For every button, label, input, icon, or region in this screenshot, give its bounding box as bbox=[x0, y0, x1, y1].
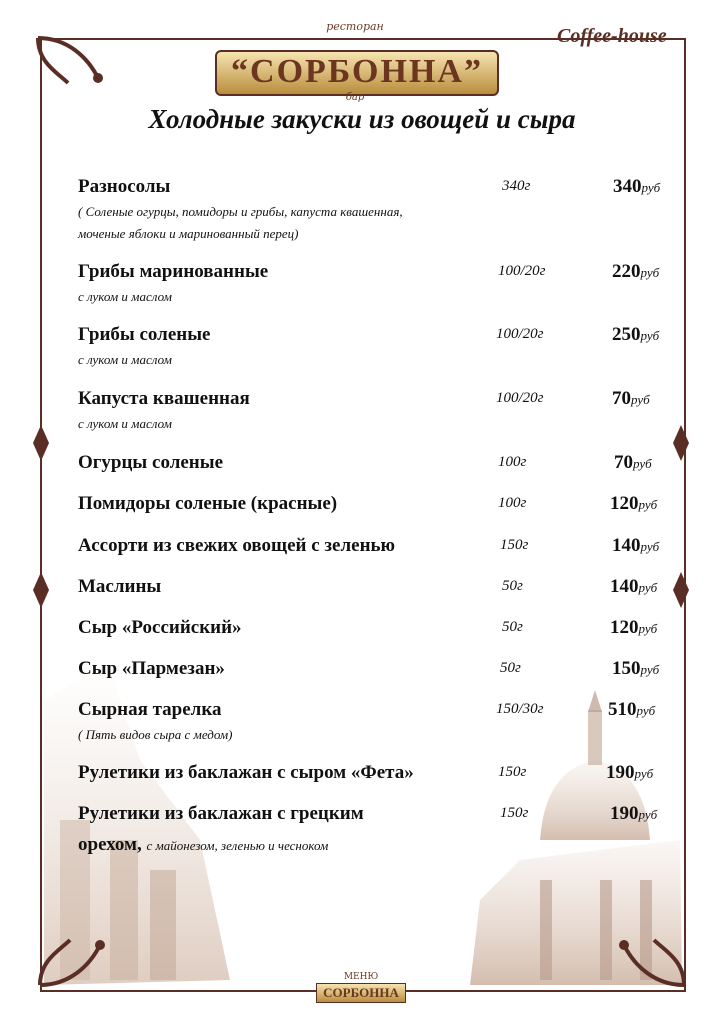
item-name: Сыр «Российский» bbox=[78, 617, 242, 638]
item-price: 70руб bbox=[612, 388, 650, 409]
item-name: Грибы соленые bbox=[78, 324, 211, 345]
item-name: Огурцы соленые bbox=[78, 452, 223, 473]
footer-brand: СОРБОННА bbox=[316, 983, 406, 1003]
item-price: 140руб bbox=[610, 576, 658, 597]
item-description: с майонезом, зеленью и чесноком bbox=[146, 838, 329, 853]
side-ornament-icon bbox=[32, 572, 50, 608]
item-price: 190руб bbox=[610, 803, 658, 824]
item-weight: 340г bbox=[502, 178, 531, 194]
item-name-continued: орехом, с майонезом, зеленью и чесноком bbox=[78, 834, 329, 855]
side-ornament-icon bbox=[672, 572, 690, 608]
item-name: Рулетики из баклажан с сыром «Фета» bbox=[78, 762, 414, 783]
corner-ornament-icon bbox=[30, 935, 130, 995]
item-name: Капуста квашенная bbox=[78, 388, 250, 409]
item-weight: 150г bbox=[500, 537, 529, 553]
item-price: 140руб bbox=[612, 535, 660, 556]
item-name: Сыр «Пармезан» bbox=[78, 658, 225, 679]
item-description: ( Соленые огурцы, помидоры и грибы, капуста квашенная, bbox=[78, 204, 403, 219]
item-name: Сырная тарелка bbox=[78, 699, 222, 720]
item-description: с луком и маслом bbox=[78, 416, 172, 431]
item-price: 340руб bbox=[613, 176, 661, 197]
footer-menu-label: МЕНЮ bbox=[343, 972, 379, 982]
item-weight: 100г bbox=[498, 454, 527, 470]
logo-name: “СОРБОННА” bbox=[215, 50, 499, 96]
item-price: 250руб bbox=[612, 324, 660, 345]
item-weight: 100/20г bbox=[496, 390, 544, 406]
item-weight: 150/30г bbox=[496, 701, 544, 717]
item-description: ( Пять видов сыра с медом) bbox=[78, 727, 233, 742]
logo-bar-label: бар bbox=[345, 92, 365, 103]
item-weight: 150г bbox=[498, 764, 527, 780]
item-name: Помидоры соленые (красные) bbox=[78, 493, 338, 514]
side-ornament-icon bbox=[32, 425, 50, 461]
item-price: 510руб bbox=[608, 699, 656, 720]
item-name: Маслины bbox=[78, 576, 162, 597]
item-weight: 100/20г bbox=[496, 326, 544, 342]
item-description: с луком и маслом bbox=[78, 289, 172, 304]
corner-ornament-icon bbox=[28, 28, 128, 88]
logo-restaurant-label: ресторан bbox=[326, 20, 384, 33]
item-price: 120руб bbox=[610, 493, 658, 514]
item-weight: 50г bbox=[502, 578, 523, 594]
coffee-house-label: Coffee-house bbox=[557, 25, 667, 47]
item-weight: 100г bbox=[498, 495, 527, 511]
item-weight: 100/20г bbox=[498, 263, 546, 279]
item-name: Грибы маринованные bbox=[78, 261, 269, 282]
item-description: моченые яблоки и маринованный перец) bbox=[78, 226, 299, 241]
page-title: Холодные закуски из овощей и сыра bbox=[148, 104, 576, 134]
side-ornament-icon bbox=[672, 425, 690, 461]
restaurant-logo bbox=[205, 20, 505, 103]
item-name: Разносолы bbox=[78, 176, 171, 197]
item-name: Рулетики из баклажан с грецким bbox=[78, 803, 364, 824]
corner-ornament-icon bbox=[594, 935, 694, 995]
item-name: Ассорти из свежих овощей с зеленью bbox=[78, 535, 396, 556]
item-price: 70руб bbox=[614, 452, 652, 473]
item-weight: 50г bbox=[500, 660, 521, 676]
item-description: с луком и маслом bbox=[78, 352, 172, 367]
footer-logo bbox=[310, 972, 412, 1003]
item-price: 150руб bbox=[612, 658, 660, 679]
item-price: 220руб bbox=[612, 261, 660, 282]
item-weight: 150г bbox=[500, 805, 529, 821]
item-price: 120руб bbox=[610, 617, 658, 638]
item-price: 190руб bbox=[606, 762, 654, 783]
item-weight: 50г bbox=[502, 619, 523, 635]
